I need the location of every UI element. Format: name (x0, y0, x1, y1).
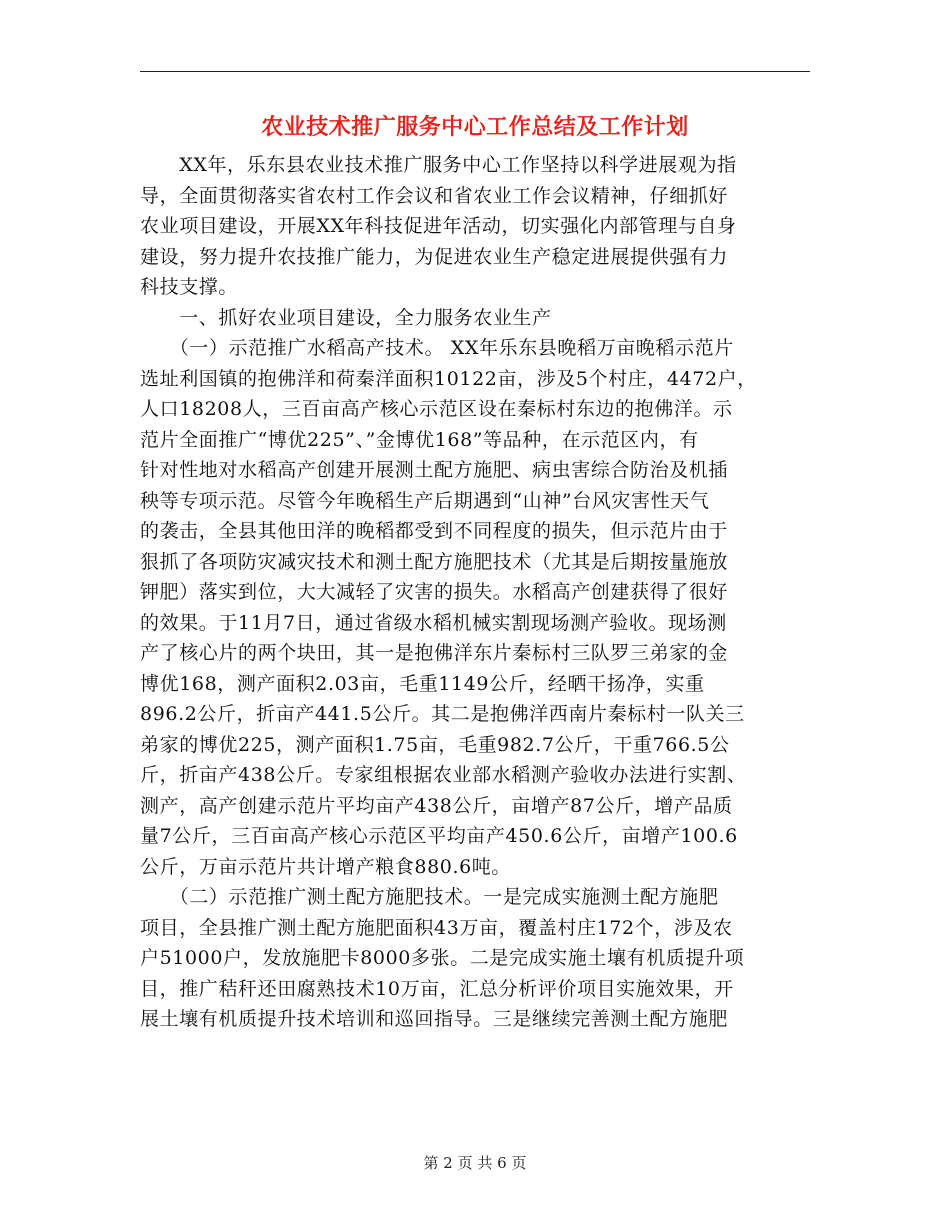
text-line: 科技支撑。 (140, 276, 239, 298)
text-line: 的袭击，全县其他田洋的晚稻都受到不同程度的损失，但示范片由于 (140, 520, 729, 542)
text-line: 测产，高产创建示范片平均亩产438公斤，亩增产87公斤，增产品质 (140, 794, 733, 817)
text-line: 量7公斤，三百亩高产核心示范区平均亩产450.6公斤，亩增产100.6 (140, 825, 738, 847)
text-line: 公斤，万亩示范片共计增产粮食880.6吨。 (140, 855, 511, 878)
text-line: 狠抓了各项防灾减灾技术和测土配方施肥技术（尤其是后期按量施放 (140, 550, 729, 573)
page-footer: 第 2 页 共 6 页 (423, 1154, 527, 1172)
text-line: 博优168，测产面积2.03亩，毛重1149公斤，经晒干扬净，实重 (140, 672, 705, 695)
text-line: 农业项目建设，开展XX年科技促进年活动，切实强化内部管理与自身 (140, 215, 737, 237)
text-line: 项目，全县推广测土配方施肥面积43万亩，覆盖村庄172个，涉及农 (140, 916, 733, 939)
text-line: 钾肥）落实到位，大大减轻了灾害的损失。水稻高产创建获得了很好 (140, 581, 729, 603)
text-line: 896.2公斤，折亩产441.5公斤。其二是抱佛洋西南片秦标村一队关三 (140, 703, 745, 725)
text-line: （一）示范推广水稻高产技术。 XX年乐东县晚稻万亩晚稻示范片 (140, 337, 734, 359)
text-line: 人口18208人，三百亩高产核心示范区设在秦标村东边的抱佛洋。示 (140, 398, 733, 420)
text-line: 展土壤有机质提升技术培训和巡回指导。三是继续完善测土配方施肥 (140, 1008, 729, 1030)
text-line: 户51000户，发放施肥卡8000多张。二是完成实施土壤有机质提升项 (140, 947, 745, 969)
text-line: 建设，努力提升农技推广能力，为促进农业生产稳定进展提供强有力 (140, 245, 729, 268)
text-line: 范片全面推广“博优225”、”金博优168”等品种，在示范区内，有 (140, 428, 699, 451)
text-line: 弟家的博优225，测产面积1.75亩，毛重982.7公斤，干重766.5公 (140, 733, 730, 756)
text-line: 产了核心片的两个块田，其一是抱佛洋东片秦标村三队罗三弟家的金 (140, 642, 729, 664)
text-line: 选址利国镇的抱佛洋和荷秦洋面积10122亩，涉及5个村庄，4472户， (140, 367, 757, 390)
text-line: 秧等专项示范。尽管今年晚稻生产后期遇到“山神”台风灾害性天气 (140, 489, 710, 512)
section-heading: 一、抓好农业项目建设，全力服务农业生产 (140, 306, 552, 329)
document-title: 农业技术推广服务中心工作总结及工作计划 (261, 115, 689, 140)
text-line: 的效果。于11月7日，通过省级水稻机械实割现场测产验收。现场测 (140, 611, 727, 634)
text-line: 导，全面贯彻落实省农村工作会议和省农业工作会议精神，仔细抓好 (140, 184, 729, 207)
text-line: 斤，折亩产438公斤。专家组根据农业部水稻测产验收办法进行实割、 (140, 764, 747, 786)
document-body (140, 150, 810, 1035)
header-rule (140, 71, 810, 72)
text-line: 目，推广秸秆还田腐熟技术10万亩，汇总分析评价项目实施效果，开 (140, 977, 734, 1000)
text-line: 针对性地对水稻高产创建开展测土配方施肥、病虫害综合防治及机插 (140, 459, 729, 481)
text-line: XX年，乐东县农业技术推广服务中心工作坚持以科学进展观为指 (140, 154, 737, 176)
text-line: （二）示范推广测土配方施肥技术。一是完成实施测土配方施肥 (140, 886, 719, 908)
